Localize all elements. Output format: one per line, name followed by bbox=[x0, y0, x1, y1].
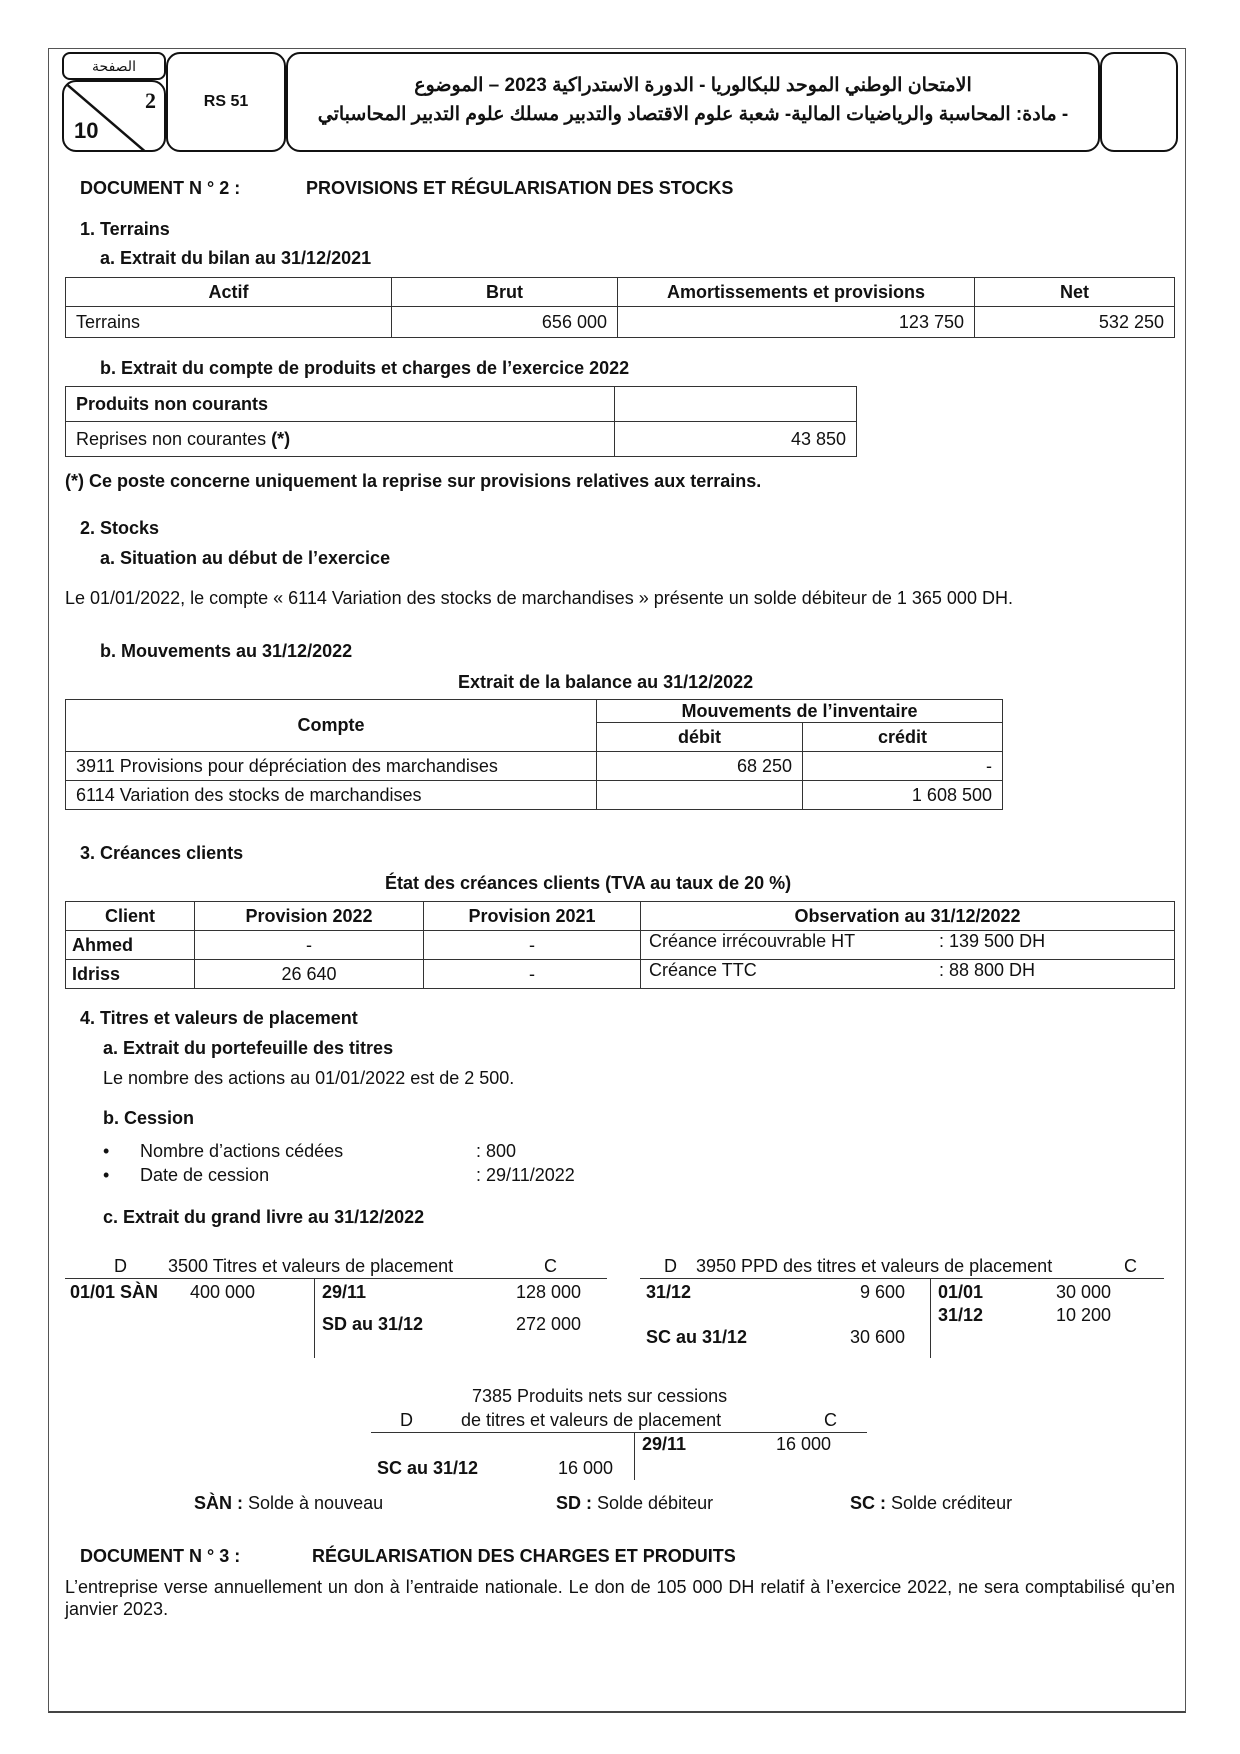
table-row bbox=[66, 752, 1003, 781]
t-entry-label: 31/12 bbox=[938, 1305, 984, 1325]
col-compte: Compte bbox=[66, 700, 597, 752]
t-entry-value: 9 600 bbox=[860, 1282, 906, 1302]
page-total: 10 bbox=[74, 118, 99, 143]
table-row bbox=[66, 960, 1175, 989]
t-account-hline bbox=[640, 1278, 1164, 1279]
col-brut: Brut bbox=[392, 278, 618, 307]
cession-item bbox=[103, 1165, 109, 1186]
bilan-table bbox=[65, 277, 1175, 338]
t-account-debit-marker: D bbox=[400, 1410, 413, 1430]
cession-item-label: Date de cession bbox=[140, 1165, 270, 1185]
t-account-title: 3950 PPD des titres et valeurs de placement bbox=[696, 1256, 1053, 1276]
bilan-extract-title: a. Extrait du bilan au 31/12/2021 bbox=[100, 248, 372, 268]
legend-sc bbox=[850, 1493, 1012, 1514]
section-stocks-title: 2. Stocks bbox=[80, 518, 160, 538]
cpc-table bbox=[65, 386, 857, 457]
exam-title-line2: - مادة: المحاسبة والرياضيات المالية- شعبة علوم الاقتصاد والتدبير مسلك علوم التدبير المحاسباتي bbox=[317, 104, 1069, 125]
table-row bbox=[66, 307, 1175, 338]
exam-code: RS 51 bbox=[203, 93, 249, 110]
cell-amortissements: 123 750 bbox=[618, 307, 975, 338]
cpc-row-text: Reprises non courantes bbox=[76, 428, 272, 449]
cpc-header: Produits non courants bbox=[66, 387, 615, 422]
t-account-hline bbox=[371, 1432, 867, 1433]
col-observation: Observation au 31/12/2022 bbox=[641, 902, 1175, 931]
t-account-credit-marker: C bbox=[824, 1410, 837, 1430]
page-number-box bbox=[62, 80, 166, 152]
table-row bbox=[66, 781, 1003, 810]
t-entry-label: 01/01 SÀN bbox=[70, 1282, 159, 1302]
section-creances-title: 3. Créances clients bbox=[80, 843, 244, 863]
t-account-hline bbox=[65, 1278, 607, 1279]
col-debit: débit bbox=[597, 723, 803, 752]
legend-text: Solde à nouveau bbox=[243, 1493, 384, 1513]
legend-text: Solde créditeur bbox=[886, 1493, 1013, 1513]
portefeuille-title: a. Extrait du portefeuille des titres bbox=[103, 1038, 394, 1058]
legend-sd bbox=[556, 1493, 713, 1514]
cession-item-value: : 29/11/2022 bbox=[476, 1165, 575, 1185]
doc3-label: DOCUMENT N ° 3 : bbox=[80, 1546, 241, 1566]
cell-observation-label: Créance TTC bbox=[641, 960, 930, 989]
col-actif: Actif bbox=[66, 278, 392, 307]
t-account-vline bbox=[930, 1278, 931, 1358]
doc2-title: PROVISIONS ET RÉGULARISATION DES STOCKS bbox=[306, 178, 734, 198]
cpc-extract-title: b. Extrait du compte de produits et charges de l’exercice 2022 bbox=[100, 358, 630, 378]
t-entry-value: 272 000 bbox=[516, 1314, 582, 1334]
stocks-situation-text: Le 01/01/2022, le compte « 6114 Variation des stocks de marchandises » présente un solde débiteur de 1 365 000 DH. bbox=[65, 588, 1013, 608]
section-terrains-title: 1. Terrains bbox=[80, 219, 170, 239]
section-titres-title: 4. Titres et valeurs de placement bbox=[80, 1008, 358, 1028]
t-account-title-line1: 7385 Produits nets sur cessions bbox=[472, 1386, 728, 1406]
t-entry-label: SC au 31/12 bbox=[377, 1458, 479, 1478]
cell-credit: - bbox=[803, 752, 1003, 781]
blank-box bbox=[1100, 52, 1178, 152]
balance-table-title: Extrait de la balance au 31/12/2022 bbox=[458, 672, 754, 692]
cell-brut: 656 000 bbox=[392, 307, 618, 338]
cell-debit: 68 250 bbox=[597, 752, 803, 781]
doc2-label: DOCUMENT N ° 2 : bbox=[80, 178, 241, 198]
cell-provision-2022: - bbox=[195, 931, 424, 960]
cell-actif: Terrains bbox=[66, 307, 392, 338]
exam-code-box bbox=[166, 52, 286, 152]
exam-title-box bbox=[286, 52, 1100, 152]
cession-item-value: : 800 bbox=[476, 1141, 517, 1161]
t-entry-label: 29/11 bbox=[642, 1434, 687, 1454]
col-client: Client bbox=[66, 902, 195, 931]
cell-compte: 3911 Provisions pour dépréciation des marchandises bbox=[66, 752, 597, 781]
cession-title: b. Cession bbox=[103, 1108, 195, 1128]
legend-abbr: SD : bbox=[556, 1493, 592, 1513]
cell-compte: 6114 Variation des stocks de marchandises bbox=[66, 781, 597, 810]
stocks-situation-title: a. Situation au début de l’exercice bbox=[100, 548, 391, 568]
cell-net: 532 250 bbox=[975, 307, 1175, 338]
table-row bbox=[66, 422, 857, 457]
cession-item bbox=[103, 1141, 109, 1162]
page-label-box bbox=[62, 52, 166, 80]
t-entry-label: 29/11 bbox=[322, 1282, 367, 1302]
exam-title-line1: الامتحان الوطني الموحد للبكالوريا - الدورة الاستدراكية 2023 – الموضوع bbox=[414, 75, 972, 96]
col-amortissements: Amortissements et provisions bbox=[618, 278, 975, 307]
page-current: 2 bbox=[145, 88, 156, 113]
cpc-header-value bbox=[615, 387, 857, 422]
table-row bbox=[66, 931, 1175, 960]
col-net: Net bbox=[975, 278, 1175, 307]
t-account-vline bbox=[634, 1432, 635, 1480]
t-entry-label: SC au 31/12 bbox=[646, 1327, 748, 1347]
cell-debit bbox=[597, 781, 803, 810]
col-provision-2021: Provision 2021 bbox=[424, 902, 641, 931]
t-entry-value: 128 000 bbox=[516, 1282, 582, 1302]
t-account-title: 3500 Titres et valeurs de placement bbox=[168, 1256, 454, 1276]
cell-observation-value: : 139 500 DH bbox=[929, 931, 1175, 960]
cell-observation-value: : 88 800 DH bbox=[929, 960, 1175, 989]
legend-san bbox=[194, 1493, 383, 1514]
t-entry-label: SD au 31/12 bbox=[322, 1314, 424, 1334]
col-mouvements-inventaire: Mouvements de l’inventaire bbox=[597, 700, 1003, 723]
t-entry-value: 16 000 bbox=[558, 1458, 614, 1478]
creances-table-title: État des créances clients (TVA au taux de 20 %) bbox=[385, 873, 792, 893]
cpc-row-value: 43 850 bbox=[615, 422, 857, 457]
t-entry-value: 16 000 bbox=[776, 1434, 832, 1454]
page-label: الصفحة bbox=[92, 58, 136, 74]
t-entry-value: 30 000 bbox=[1056, 1282, 1112, 1302]
t-account-debit-marker: D bbox=[664, 1256, 677, 1276]
col-provision-2022: Provision 2022 bbox=[195, 902, 424, 931]
footnote-text: (*) Ce poste concerne uniquement la reprise sur provisions relatives aux terrains. bbox=[65, 471, 762, 491]
doc3-title: RÉGULARISATION DES CHARGES ET PRODUITS bbox=[312, 1546, 736, 1566]
t-account-debit-marker: D bbox=[114, 1256, 127, 1276]
bullet-icon: • bbox=[103, 1141, 110, 1161]
bullet-icon: • bbox=[103, 1165, 110, 1185]
balance-table bbox=[65, 699, 1003, 810]
cell-provision-2021: - bbox=[424, 960, 641, 989]
grand-livre-title: c. Extrait du grand livre au 31/12/2022 bbox=[103, 1207, 425, 1227]
t-account-credit-marker: C bbox=[1124, 1256, 1137, 1276]
col-credit: crédit bbox=[803, 723, 1003, 752]
cell-client: Ahmed bbox=[66, 931, 195, 960]
portefeuille-text: Le nombre des actions au 01/01/2022 est de 2 500. bbox=[103, 1068, 515, 1088]
legend-abbr: SÀN : bbox=[194, 1493, 243, 1513]
cell-provision-2022: 26 640 bbox=[195, 960, 424, 989]
legend-text: Solde débiteur bbox=[592, 1493, 714, 1513]
t-account-title-line2: de titres et valeurs de placement bbox=[461, 1410, 722, 1430]
t-account-vline bbox=[314, 1278, 315, 1358]
cell-observation-label: Créance irrécouvrable HT bbox=[641, 931, 930, 960]
t-entry-value: 10 200 bbox=[1056, 1305, 1112, 1325]
legend-abbr: SC : bbox=[850, 1493, 886, 1513]
t-entry-value: 30 600 bbox=[850, 1327, 906, 1347]
t-account-credit-marker: C bbox=[544, 1256, 557, 1276]
t-entry-label: 01/01 bbox=[938, 1282, 984, 1302]
t-entry-value: 400 000 bbox=[190, 1282, 256, 1302]
t-entry-label: 31/12 bbox=[646, 1282, 692, 1302]
cell-provision-2021: - bbox=[424, 931, 641, 960]
cession-item-label: Nombre d’actions cédées bbox=[140, 1141, 344, 1161]
cell-client: Idriss bbox=[66, 960, 195, 989]
cell-credit: 1 608 500 bbox=[803, 781, 1003, 810]
cpc-row-label bbox=[66, 422, 615, 457]
footnote-mark: (*) bbox=[271, 428, 291, 449]
movements-title: b. Mouvements au 31/12/2022 bbox=[100, 641, 353, 661]
doc3-text: L’entreprise verse annuellement un don à l’entraide nationale. Le don de 105 000 DH relatif à l’exercice 2022, ne sera comptabilisé qu’en janvier 2023. bbox=[65, 1577, 1175, 1619]
creances-table bbox=[65, 901, 1175, 989]
